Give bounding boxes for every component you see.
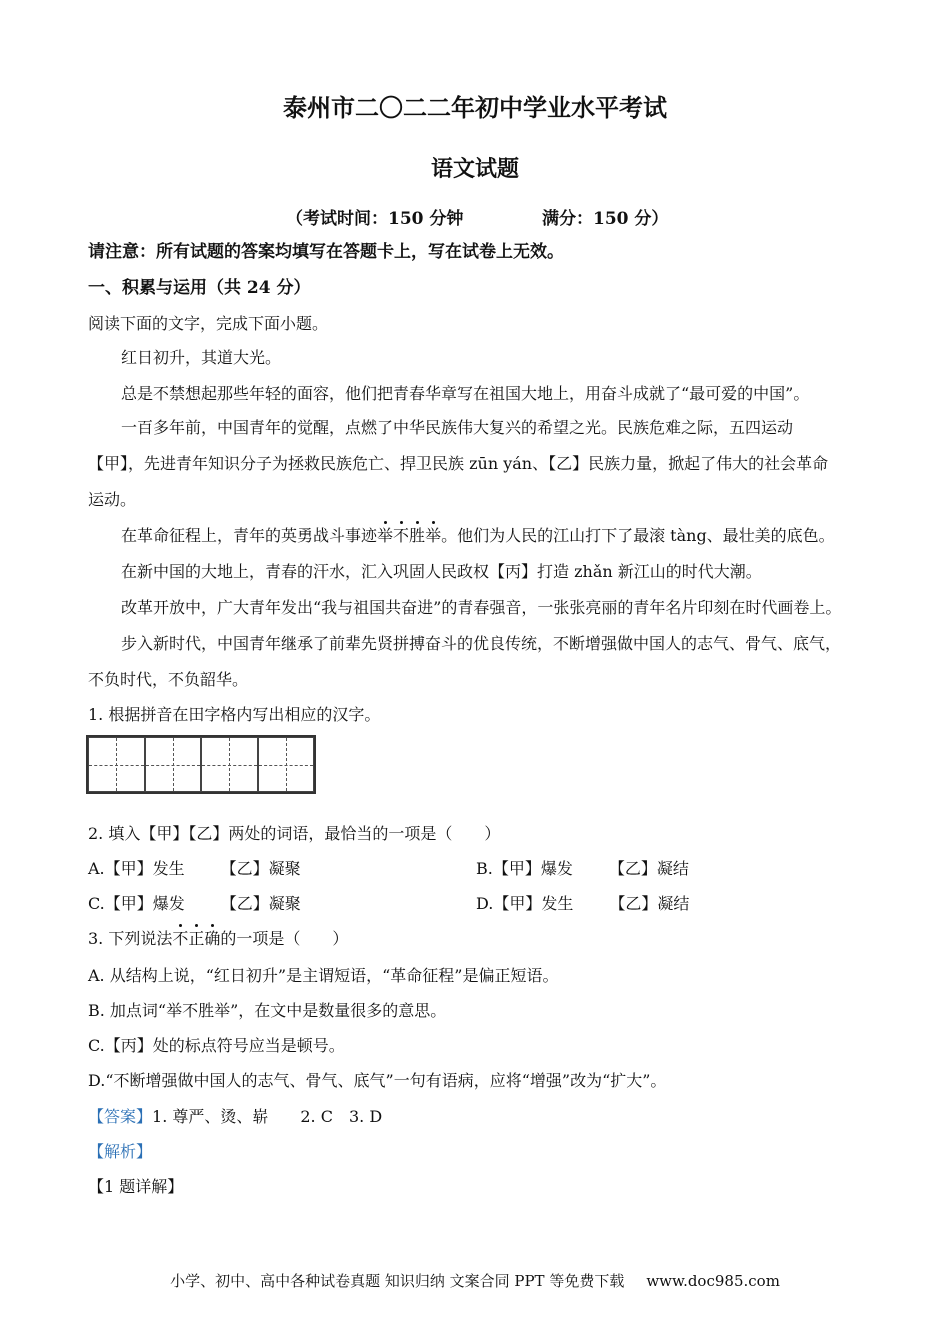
q3-suffix: 的一项是（ ） xyxy=(220,929,349,948)
passage-line-6-end: 。他们为人民的江山打下了最滚 tàng、最壮美的底色。 xyxy=(441,526,835,545)
answer-line xyxy=(88,1107,382,1127)
answer-text: 1. 尊严、烫、崭 2. C 3. D xyxy=(152,1107,383,1126)
tianzige-grid[interactable] xyxy=(86,735,316,794)
question-1: 1. 根据拼音在田字格内写出相应的汉字。 xyxy=(88,705,381,724)
passage-line-9: 步入新时代，中国青年继承了前辈先贤拼搏奋斗的优良传统，不断增强做中国人的志气、骨气、底气， xyxy=(121,634,842,653)
passage-line-5: 运动。 xyxy=(88,490,137,509)
dotted-phrase xyxy=(377,526,441,546)
exam-time: （考试时间：150 分钟 xyxy=(286,209,464,229)
q3-option-b[interactable]: B. 加点词“举不胜举”，在文中是数量很多的意思。 xyxy=(88,1001,447,1020)
q2-option-b-first: B.【甲】爆发 xyxy=(476,859,573,878)
q3-option-d[interactable]: D.“不断增强做中国人的志气、骨气、底气”一句有语病，应将“增强”改为“扩大”。 xyxy=(88,1071,667,1090)
question-2: 2. 填入【甲】【乙】两处的词语，最恰当的一项是（ ） xyxy=(88,824,501,843)
passage-line-2: 总是不禁想起那些年轻的面容，他们把青春华章写在祖国大地上，用奋斗成就了“最可爱的中国”。 xyxy=(121,384,810,403)
tianzige-cell[interactable] xyxy=(88,737,145,792)
q3-option-a[interactable]: A. 从结构上说，“红日初升”是主谓短语，“革命征程”是偏正短语。 xyxy=(88,966,559,985)
q2-option-d-second: 【乙】凝结 xyxy=(609,894,690,913)
q2-option-a[interactable] xyxy=(88,859,301,879)
emphasis-char: 不 xyxy=(393,526,410,545)
exam-title: 泰州市二〇二二年初中学业水平考试 xyxy=(283,93,667,122)
answer-tag: 【答案】 xyxy=(88,1107,153,1126)
notice: 请注意：所有试题的答案均填写在答题卡上，写在试卷上无效。 xyxy=(88,242,564,262)
tianzige-cell[interactable] xyxy=(258,737,315,792)
tianzige-cell[interactable] xyxy=(201,737,258,792)
section-intro: 阅读下面的文字，完成下面小题。 xyxy=(88,314,329,333)
emphasis-char: 举 xyxy=(425,526,442,545)
analysis-tag: 【解析】 xyxy=(88,1142,153,1161)
q3-emphasis xyxy=(172,929,220,949)
emphasis-char: 不 xyxy=(172,929,189,948)
emphasis-char: 正 xyxy=(188,929,205,948)
section-heading: 一、积累与运用（共 24 分） xyxy=(88,278,311,298)
tianzige-cell[interactable] xyxy=(145,737,202,792)
passage-line-6-start: 在革命征程上，青年的英勇战斗事迹 xyxy=(121,526,378,545)
passage-line-1: 红日初升，其道大光。 xyxy=(121,348,282,367)
emphasis-char: 确 xyxy=(204,929,221,948)
q3-option-c[interactable]: C.【丙】处的标点符号应当是顿号。 xyxy=(88,1036,345,1055)
passage-line-4: 【甲】，先进青年知识分子为拯救民族危亡、捍卫民族 zūn yán、【乙】民族力量，掀起了伟大的社会革命 xyxy=(88,454,829,473)
detail-heading: 【1 题详解】 xyxy=(88,1177,184,1196)
q2-option-c[interactable] xyxy=(88,894,301,914)
passage-line-7: 在新中国的大地上，青春的汗水，汇入巩固人民政权【丙】打造 zhǎn 新江山的时代大潮。 xyxy=(121,562,762,581)
page-footer xyxy=(0,1270,950,1291)
emphasis-char: 举 xyxy=(377,526,394,545)
passage-line-3: 一百多年前，中国青年的觉醒，点燃了中华民族伟大复兴的希望之光。民族危难之际，五四运动 xyxy=(121,418,794,437)
q2-option-d[interactable] xyxy=(476,894,689,914)
q2-option-b-second: 【乙】凝结 xyxy=(608,859,689,878)
question-3 xyxy=(88,929,348,949)
passage-line-8: 改革开放中，广大青年发出“我与祖国共奋进”的青春强音，一张张亮丽的青年名片印刻在时代画卷上。 xyxy=(121,598,842,617)
q2-option-b[interactable] xyxy=(476,859,689,879)
exam-subtitle: 语文试题 xyxy=(430,156,519,182)
q2-option-d-first: D.【甲】发生 xyxy=(476,894,574,913)
emphasis-char: 胜 xyxy=(409,526,426,545)
q2-option-a-second: 【乙】凝聚 xyxy=(220,859,301,878)
passage-line-10: 不负时代，不负韶华。 xyxy=(88,670,249,689)
q2-option-a-first: A.【甲】发生 xyxy=(88,859,185,878)
q2-option-c-first: C.【甲】爆发 xyxy=(88,894,185,913)
q2-option-c-second: 【乙】凝聚 xyxy=(220,894,301,913)
footer-text: 小学、初中、高中各种试卷真题 知识归纳 文案合同 PPT 等免费下载 xyxy=(170,1272,625,1290)
full-score: 满分：150 分） xyxy=(542,209,669,229)
footer-url[interactable]: www.doc985.com xyxy=(646,1272,780,1290)
passage-line-6 xyxy=(121,526,835,546)
q3-prefix: 3. 下列说法 xyxy=(88,929,173,948)
